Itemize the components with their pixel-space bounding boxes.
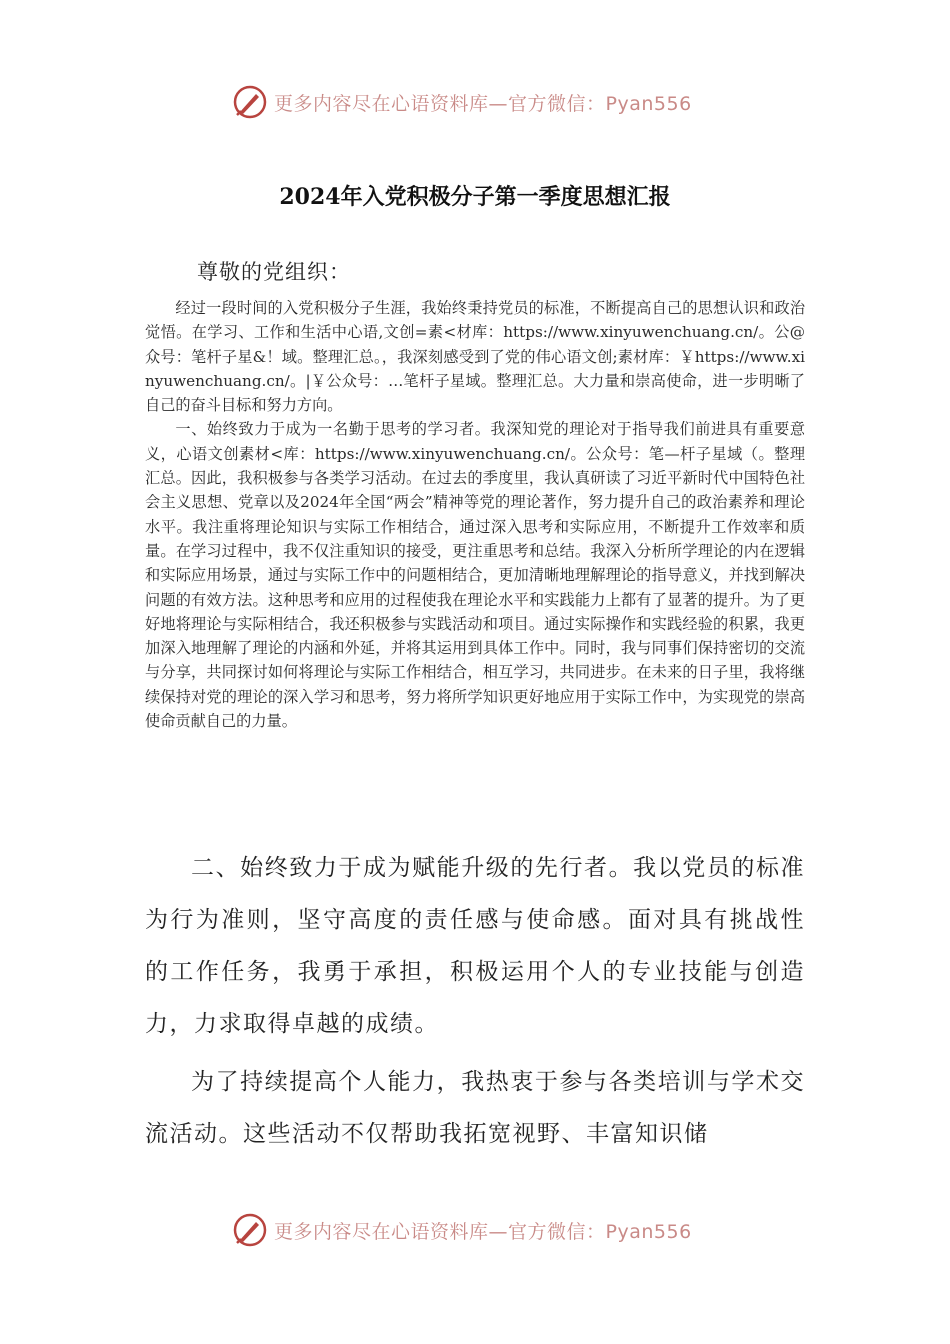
paragraph-training: 为了持续提高个人能力，我热衷于参与各类培训与学术交流活动。这些活动不仅帮助我拓宽视野、丰富知识储 — [145, 1069, 805, 1147]
header-watermark — [232, 82, 692, 122]
paragraph-intro: 经过一段时间的入党积极分子生涯，我始终秉持党员的标准，不断提高自己的思想认识和政治觉悟。在学习、工作和生活中心语,文创=素<材库：https://www.xinyuwenchuang.cn/。公@众号：笔杆子星&！域。整理汇总。，我深刻感受到了党的伟心语文创;素材库：￥https://www.xinyuwenchuang.cn/。|￥公众号：…笔杆子星域。整理汇总。大力量和崇高使命，进一步明晰了自己的奋斗目标和努力方向。 — [145, 299, 805, 415]
pen-logo-icon — [232, 84, 268, 120]
footer-watermark — [232, 1210, 692, 1250]
watermark-text: 更多内容尽在心语资料库—官方微信：Pyan556 — [274, 92, 692, 115]
paragraph-section-one: 一、始终致力于成为一名勤于思考的学习者。我深知党的理论对于指导我们前进具有重要意义，心语文创素材<库：https://www.xinyuwenchuang.cn/。公众号：笔—杆子星域（。整理汇总。因此，我积极参与各类学习活动。在过去的季度里，我认真研读了习近平新时代中国特色社会主义思想、党章以及2024年全国“两会”精神等党的理论著作，努力提升自己的政治素养和理论水平。我注重将理论知识与实际工作相结合，通过深入思考和实际应用，不断提升工作效率和质量。在学习过程中，我不仅注重知识的接受，更注重思考和总结。我深入分析所学理论的内在逻辑和实际应用场景，通过与实际工作中的问题相结合，更加清晰地理解理论的指导意义，并找到解决问题的有效方法。这种思考和应用的过程使我在理论水平和实践能力上都有了显著的提升。为了更好地将理论与实际相结合，我还积极参与实践活动和项目。通过实际操作和实践经验的积累，我更加深入地理解了理论的内涵和外延，并将其运用到具体工作中。同时，我与同事们保持密切的交流与分享，共同探讨如何将理论与实际工作相结合，相互学习，共同进步。在未来的日子里，我将继续保持对党的理论的深入学习和思考，努力将所学知识更好地应用于实际工作中，为实现党的崇高使命贡献自己的力量。 — [145, 420, 805, 731]
body-small-text — [145, 296, 805, 733]
body-large-text — [145, 842, 805, 1166]
pen-logo-icon — [232, 1212, 268, 1248]
salutation: 尊敬的党组织： — [197, 260, 351, 284]
paragraph-section-two: 二、始终致力于成为赋能升级的先行者。我以党员的标准为行为准则，坚守高度的责任感与使命感。面对具有挑战性的工作任务，我勇于承担，积极运用个人的专业技能与创造力，力求取得卓越的成绩。 — [145, 855, 805, 1037]
watermark-text: 更多内容尽在心语资料库—官方微信：Pyan556 — [274, 1220, 692, 1243]
document-title: 2024年入党积极分子第一季度思想汇报 — [279, 184, 671, 210]
